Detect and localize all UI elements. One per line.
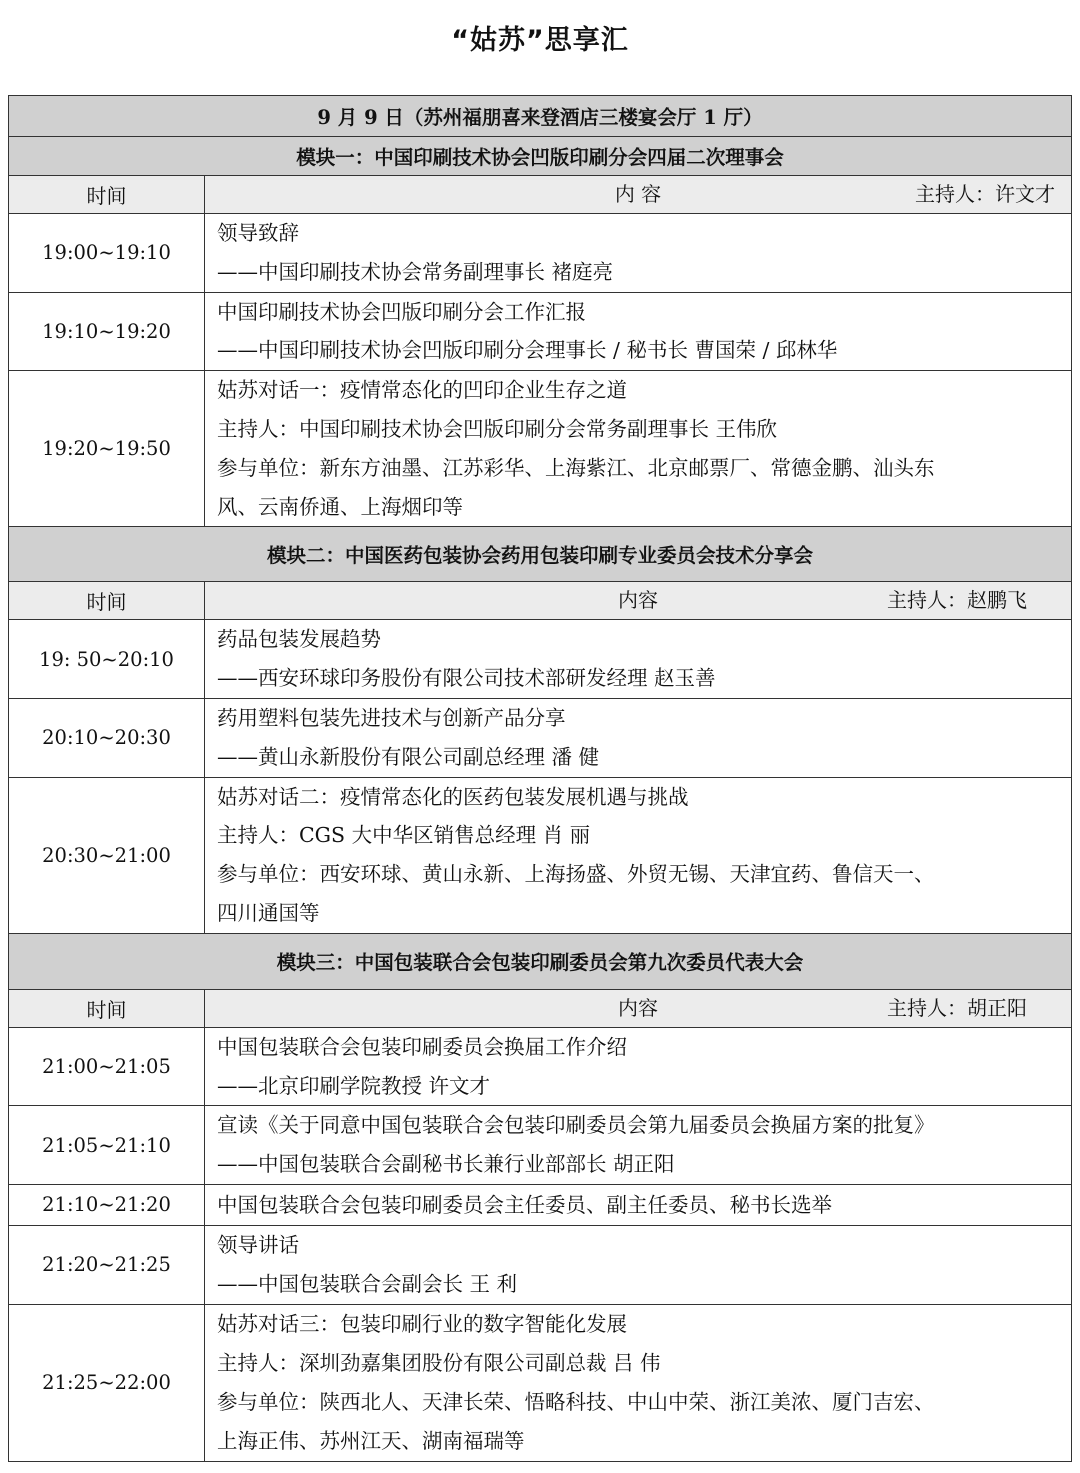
content-line: 参与单位：陕西北人、天津长荣、悟略科技、中山中荣、浙江美浓、厦门吉宏、 bbox=[217, 1389, 935, 1414]
content-line: 中国包装联合会包装印刷委员会换届工作介绍 bbox=[217, 1034, 627, 1059]
content-line: 姑苏对话一：疫情常态化的凹印企业生存之道 bbox=[217, 378, 627, 403]
content-line: 参与单位：西安环球、黄山永新、上海扬盛、外贸无锡、天津宜药、鲁信天一、 bbox=[217, 862, 935, 887]
table-row bbox=[9, 214, 1072, 293]
content-line: 药用塑料包装先进技术与创新产品分享 bbox=[217, 705, 566, 730]
content-column-label: 内容 bbox=[618, 588, 658, 613]
module-host: 主持人：赵鹏飞 bbox=[887, 588, 1027, 613]
row-time: 19:20~19:50 bbox=[9, 371, 205, 527]
row-content bbox=[205, 214, 1072, 293]
row-content bbox=[205, 371, 1072, 527]
module-header-row bbox=[9, 933, 1072, 989]
time-column-header: 时间 bbox=[9, 582, 205, 620]
row-time: 20:30~21:00 bbox=[9, 777, 205, 933]
content-line: ——中国印刷技术协会凹版印刷分会理事长 / 秘书长 曹国荣 / 邱林华 bbox=[217, 338, 838, 363]
row-content bbox=[205, 1027, 1072, 1106]
time-column-header: 时间 bbox=[9, 989, 205, 1027]
content-line: 主持人：中国印刷技术协会凹版印刷分会常务副理事长 王伟欣 bbox=[217, 416, 778, 441]
page-title: “姑苏”思享汇 bbox=[451, 25, 629, 56]
module-host: 主持人：许文才 bbox=[915, 182, 1055, 206]
row-content bbox=[205, 1184, 1072, 1225]
content-line: 药品包装发展趋势 bbox=[217, 627, 381, 652]
module-host: 主持人：胡正阳 bbox=[887, 995, 1027, 1020]
content-line: 参与单位：新东方油墨、江苏彩华、上海紫江、北京邮票厂、常德金鹏、汕头东 bbox=[217, 455, 935, 480]
content-line: ——黄山永新股份有限公司副总经理 潘 健 bbox=[217, 744, 600, 769]
time-column-header: 时间 bbox=[9, 176, 205, 214]
content-column-header bbox=[205, 176, 1072, 214]
column-header-row bbox=[9, 989, 1072, 1027]
module-title: 模块二：中国医药包装协会药用包装印刷专业委员会技术分享会 bbox=[9, 527, 1072, 582]
content-line: 四川通国等 bbox=[217, 900, 320, 925]
content-column-header bbox=[205, 582, 1072, 620]
content-line: ——中国包装联合会副秘书长兼行业部部长 胡正阳 bbox=[217, 1152, 675, 1177]
row-content bbox=[205, 1304, 1072, 1461]
module-title: 模块一：中国印刷技术协会凹版印刷分会四届二次理事会 bbox=[9, 137, 1072, 176]
content-line: ——北京印刷学院教授 许文才 bbox=[217, 1073, 491, 1098]
module-title: 模块三：中国包装联合会包装印刷委员会第九次委员代表大会 bbox=[9, 933, 1072, 989]
row-content bbox=[205, 292, 1072, 371]
date-header-row bbox=[9, 96, 1072, 137]
table-row bbox=[9, 292, 1072, 371]
content-line: 姑苏对话三：包装印刷行业的数字智能化发展 bbox=[217, 1312, 627, 1337]
column-header-row bbox=[9, 176, 1072, 214]
row-time: 19:10~19:20 bbox=[9, 292, 205, 371]
row-content bbox=[205, 698, 1072, 777]
row-content bbox=[205, 1106, 1072, 1185]
table-row bbox=[9, 1225, 1072, 1304]
module-header-row bbox=[9, 137, 1072, 176]
table-row bbox=[9, 1027, 1072, 1106]
content-line: 中国包装联合会包装印刷委员会主任委员、副主任委员、秘书长选举 bbox=[217, 1192, 832, 1217]
row-content bbox=[205, 777, 1072, 933]
row-time: 21:00~21:05 bbox=[9, 1027, 205, 1106]
row-time: 21:05~21:10 bbox=[9, 1106, 205, 1185]
content-line: 宣读《关于同意中国包装联合会包装印刷委员会第九届委员会换届方案的批复》 bbox=[217, 1113, 935, 1138]
date-header: 9 月 9 日（苏州福朋喜来登酒店三楼宴会厅 1 厅） bbox=[9, 96, 1072, 137]
table-row bbox=[9, 777, 1072, 933]
row-time: 21:25~22:00 bbox=[9, 1304, 205, 1461]
content-line: 姑苏对话二：疫情常态化的医药包装发展机遇与挑战 bbox=[217, 784, 689, 809]
table-row bbox=[9, 1184, 1072, 1225]
content-column-label: 内 容 bbox=[614, 182, 662, 206]
row-time: 19: 50~20:10 bbox=[9, 620, 205, 699]
table-row bbox=[9, 371, 1072, 527]
content-line: 风、云南侨通、上海烟印等 bbox=[217, 494, 463, 519]
row-time: 20:10~20:30 bbox=[9, 698, 205, 777]
content-line: 领导讲话 bbox=[217, 1233, 299, 1258]
row-time: 21:20~21:25 bbox=[9, 1225, 205, 1304]
content-line: ——中国印刷技术协会常务副理事长 褚庭亮 bbox=[217, 259, 614, 284]
row-content bbox=[205, 1225, 1072, 1304]
content-line: 领导致辞 bbox=[217, 221, 299, 245]
module-header-row bbox=[9, 527, 1072, 582]
content-line: 主持人：深圳劲嘉集团股份有限公司副总裁 吕 伟 bbox=[217, 1351, 661, 1376]
table-row bbox=[9, 698, 1072, 777]
content-line: 上海正伟、苏州江天、湖南福瑞等 bbox=[217, 1428, 525, 1453]
content-line: ——西安环球印务股份有限公司技术部研发经理 赵玉善 bbox=[217, 666, 716, 691]
row-time: 19:00~19:10 bbox=[9, 214, 205, 293]
content-column-header bbox=[205, 989, 1072, 1027]
table-row bbox=[9, 620, 1072, 699]
content-line: 中国印刷技术协会凹版印刷分会工作汇报 bbox=[217, 299, 586, 324]
row-time: 21:10~21:20 bbox=[9, 1184, 205, 1225]
content-column-label: 内容 bbox=[618, 995, 658, 1020]
table-row bbox=[9, 1106, 1072, 1185]
column-header-row bbox=[9, 582, 1072, 620]
agenda-table bbox=[8, 95, 1072, 1462]
content-line: ——中国包装联合会副会长 王 利 bbox=[217, 1271, 518, 1296]
table-row bbox=[9, 1304, 1072, 1461]
row-content bbox=[205, 620, 1072, 699]
content-line: 主持人：CGS 大中华区销售总经理 肖 丽 bbox=[217, 823, 591, 848]
